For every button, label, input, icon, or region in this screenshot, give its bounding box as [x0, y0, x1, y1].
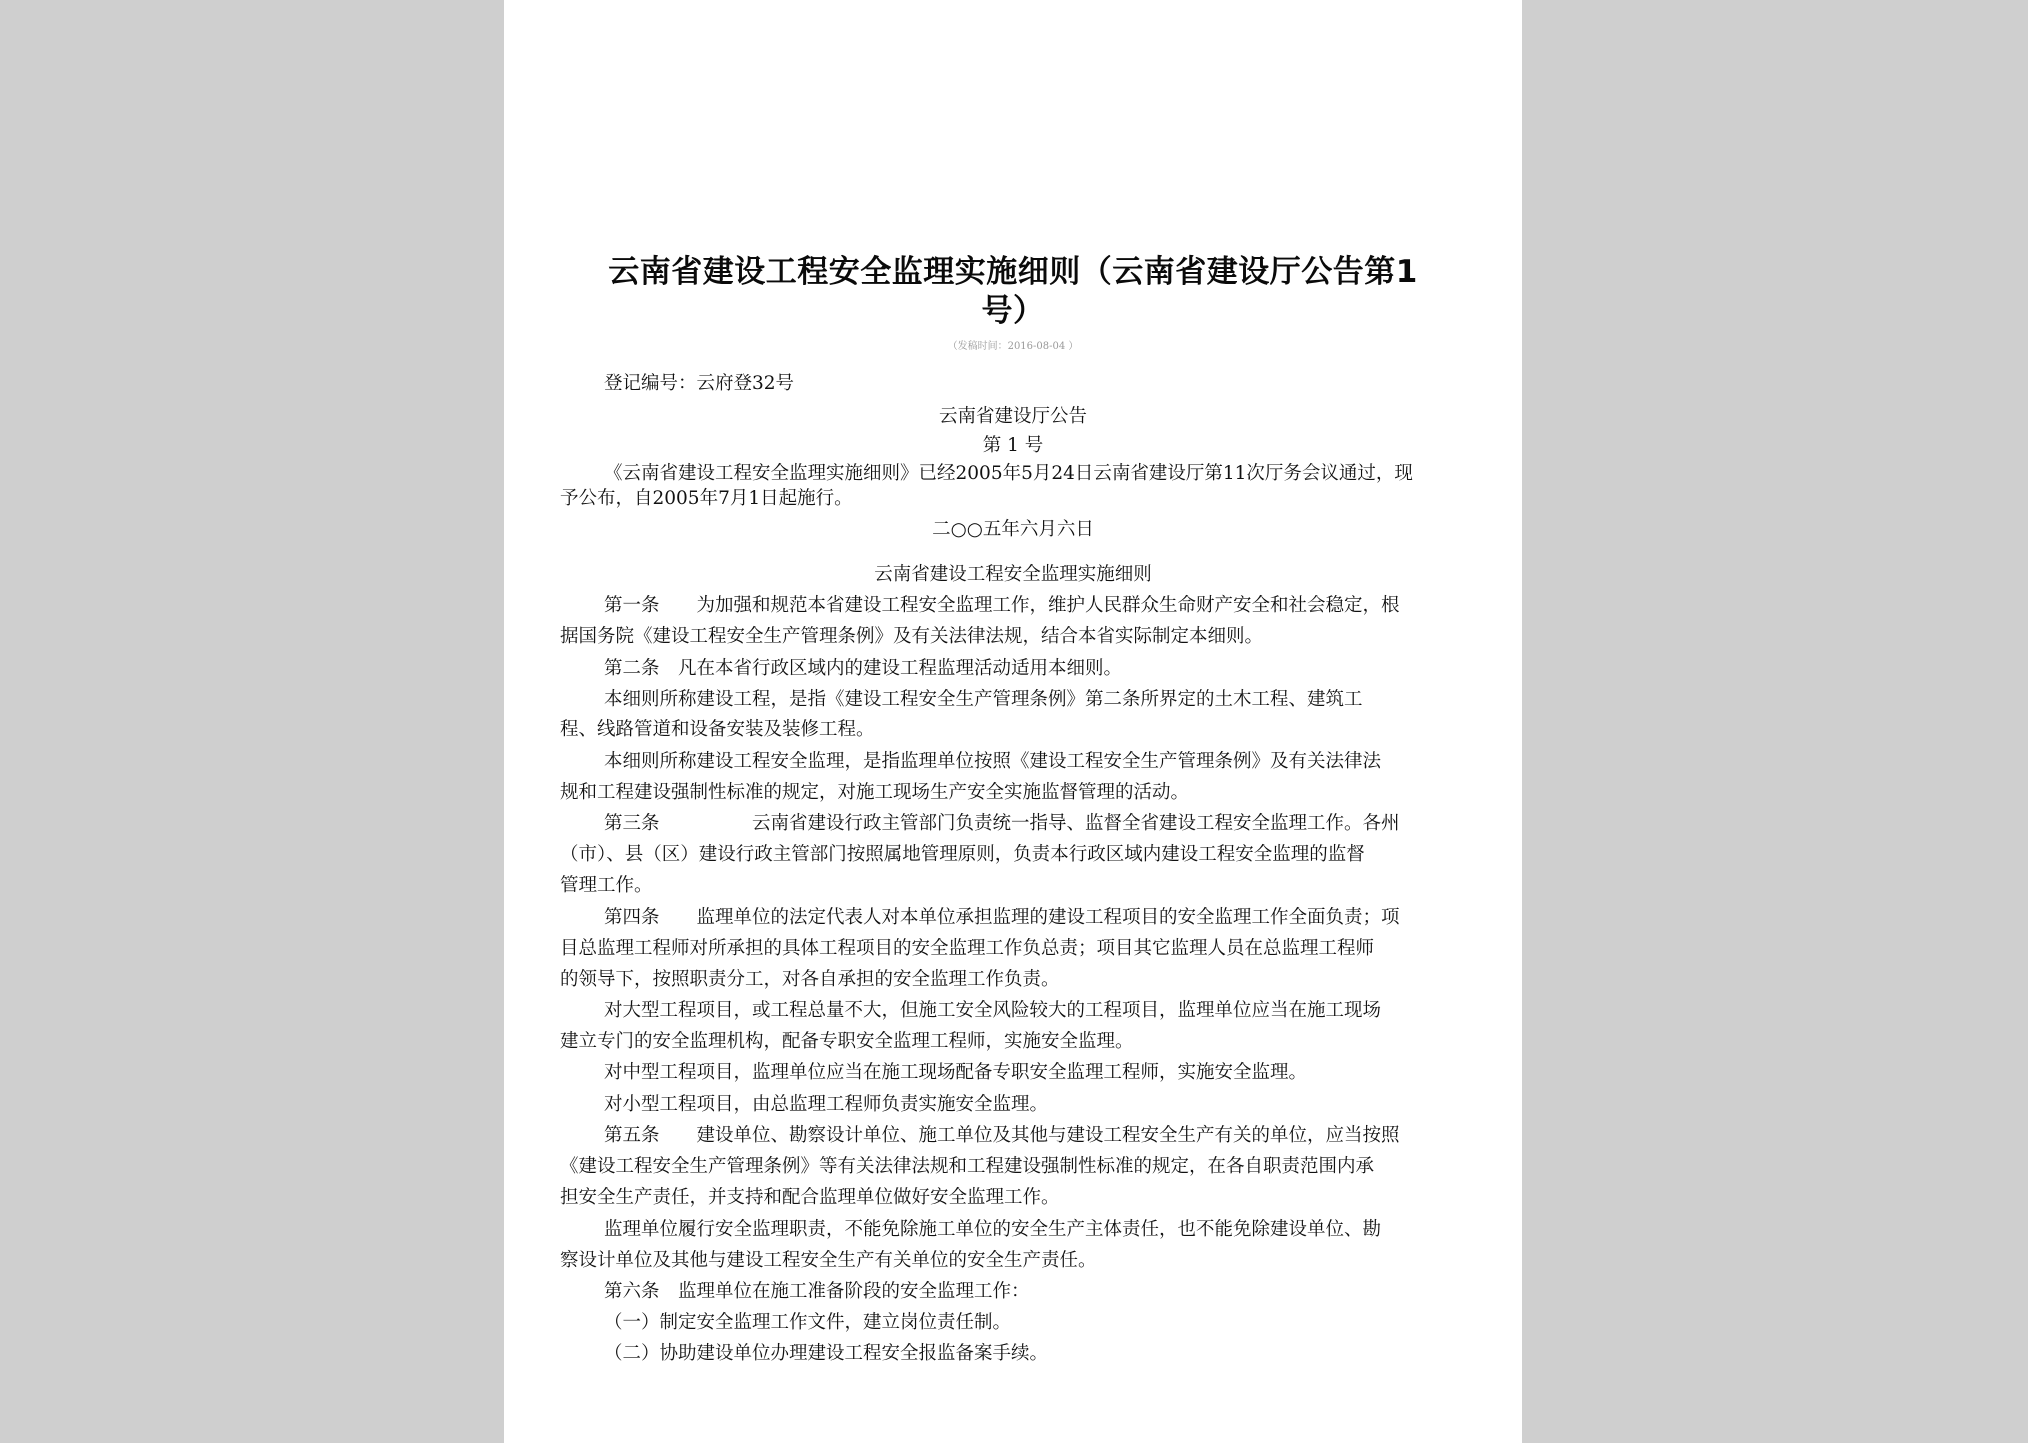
title-line-1: 云南省建设工程安全监理实施细则（云南省建设厅公告第1 — [608, 254, 1418, 290]
intro-line-1: 《云南省建设工程安全监理实施细则》已经2005年5月24日云南省建设厅第11次厅务会议通过，现 — [604, 463, 1413, 484]
text-line: 对小型工程项目，由总监理工程师负责实施安全监理。 — [604, 1094, 1049, 1115]
document-title — [544, 253, 1482, 331]
text-line: （一）制定安全监理工作文件，建立岗位责任制。 — [604, 1312, 1012, 1333]
text-line: 的领导下，按照职责分工，对各自承担的安全监理工作负责。 — [560, 969, 1060, 990]
text-line: （市）、县（区）建设行政主管部门按照属地管理原则，负责本行政区域内建设工程安全监理的监督 — [560, 844, 1365, 865]
text-line: 察设计单位及其他与建设工程安全生产有关单位的安全生产责任。 — [560, 1250, 1097, 1271]
text-line: 程、线路管道和设备安装及装修工程。 — [560, 719, 875, 740]
text-line: 管理工作。 — [560, 875, 653, 896]
text-line: 担安全生产责任，并支持和配合监理单位做好安全监理工作。 — [560, 1187, 1060, 1208]
text-line: 目总监理工程师对所承担的具体工程项目的安全监理工作负总责；项目其它监理人员在总监理工程师 — [560, 938, 1375, 959]
title-line-2: 号） — [981, 293, 1045, 329]
announcement-date: 二○○五年六月六日 — [932, 519, 1094, 540]
text-line: 第四条 监理单位的法定代表人对本单位承担监理的建设工程项目的安全监理工作全面负责；项 — [604, 907, 1400, 928]
text-line: 本细则所称建设工程，是指《建设工程安全生产管理条例》第二条所界定的土木工程、建筑工 — [604, 689, 1363, 710]
text-line: 第六条 监理单位在施工准备阶段的安全监理工作： — [604, 1281, 1030, 1302]
posted-time: （发稿时间：2016-08-04 ） — [947, 341, 1079, 352]
text-line: 对中型工程项目，监理单位应当在施工现场配备专职安全监理工程师，实施安全监理。 — [604, 1062, 1308, 1083]
rules-title: 云南省建设工程安全监理实施细则 — [874, 564, 1152, 585]
text-line: 规和工程建设强制性标准的规定，对施工现场生产安全实施监督管理的活动。 — [560, 782, 1190, 803]
registration-number: 登记编号：云府登32号 — [604, 373, 795, 394]
text-line: 对大型工程项目，或工程总量不大，但施工安全风险较大的工程项目，监理单位应当在施工现场 — [604, 1000, 1382, 1021]
text-line: 本细则所称建设工程安全监理，是指监理单位按照《建设工程安全生产管理条例》及有关法律法 — [604, 751, 1382, 772]
text-line: 第一条 为加强和规范本省建设工程安全监理工作，维护人民群众生命财产安全和社会稳定，根 — [604, 595, 1400, 616]
document-page — [504, 0, 1522, 1443]
text-line: 监理单位履行安全监理职责，不能免除施工单位的安全生产主体责任，也不能免除建设单位、勘 — [604, 1219, 1382, 1240]
text-line: 第二条 凡在本省行政区域内的建设工程监理活动适用本细则。 — [604, 658, 1123, 679]
text-line: 第五条 建设单位、勘察设计单位、施工单位及其他与建设工程安全生产有关的单位，应当按照 — [604, 1125, 1400, 1146]
text-line: 《建设工程安全生产管理条例》等有关法律法规和工程建设强制性标准的规定，在各自职责范围内承 — [560, 1156, 1375, 1177]
text-line: 第三条 云南省建设行政主管部门负责统一指导、监督全省建设工程安全监理工作。各州 — [604, 813, 1400, 834]
announcement-number: 第 1 号 — [982, 435, 1044, 456]
text-line: （二）协助建设单位办理建设工程安全报监备案手续。 — [604, 1343, 1049, 1364]
intro-line-2: 予公布，自2005年7月1日起施行。 — [560, 488, 853, 509]
text-line: 建立专门的安全监理机构，配备专职安全监理工程师，实施安全监理。 — [560, 1031, 1134, 1052]
text-line: 据国务院《建设工程安全生产管理条例》及有关法律法规，结合本省实际制定本细则。 — [560, 626, 1264, 647]
announcement-org: 云南省建设厅公告 — [938, 406, 1087, 427]
